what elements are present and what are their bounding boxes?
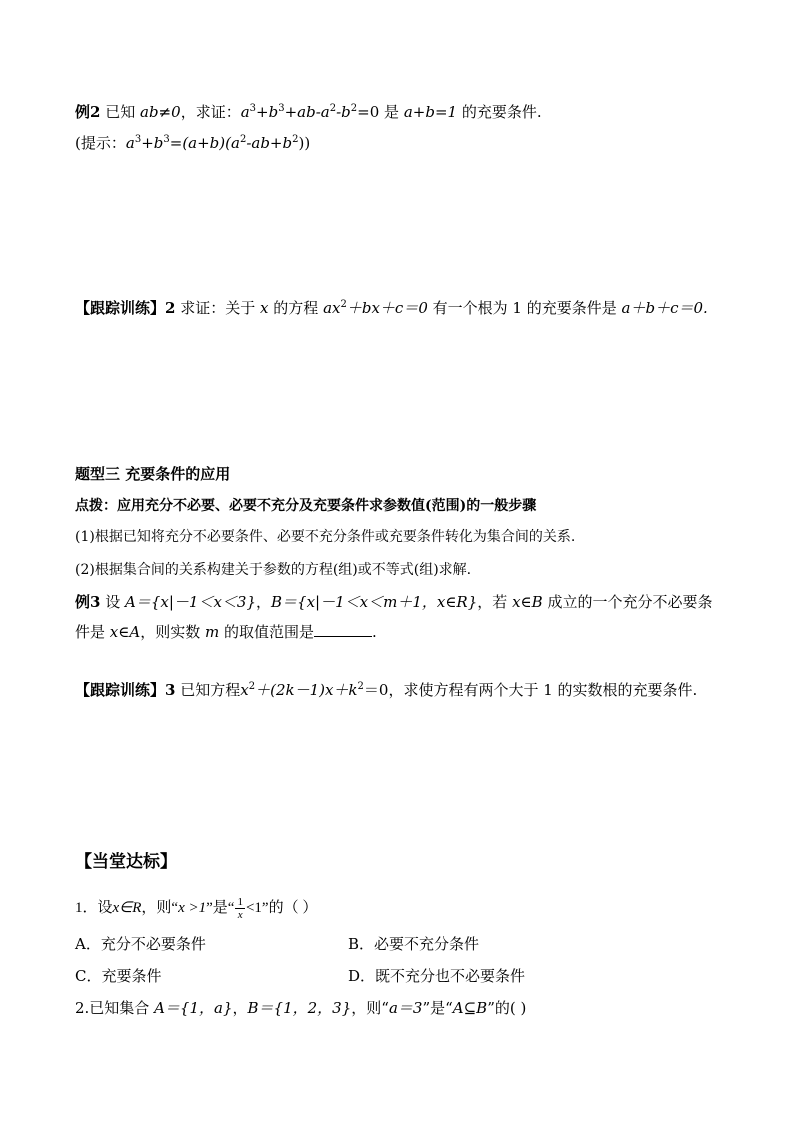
set-b: B＝{x|－1＜x＜m＋1，x∈R} xyxy=(271,593,478,611)
fraction-one-over-x: $\frac{1}{x}$ xyxy=(237,896,243,921)
drill-heading: 【当堂达标】 xyxy=(75,852,177,872)
question-1: 1．设x∈R，则“x >1”是“ $\frac{1}{x}$ <1”的（ ） xyxy=(75,896,318,921)
set-a: A＝{x|－1＜x＜3} xyxy=(125,593,256,611)
tip-label: 点拨： xyxy=(75,498,117,514)
question-1-option-c[interactable]: C．充要条件 xyxy=(75,967,162,985)
example-3-label: 例3 xyxy=(75,593,101,611)
example-2-target: a+b=1 xyxy=(403,103,458,121)
example-3-line-1: 例3 设 A＝{x|－1＜x＜3}，B＝{x|－1＜x＜m＋1，x∈R}，若 x∈B 成立的一个充分不必要条 xyxy=(75,593,713,611)
example-2-condition: ab≠0 xyxy=(140,103,181,121)
tip-step-2: (2)根据集合间的关系构建关于参数的方程(组)或不等式(组)求解. xyxy=(75,562,472,578)
tip-step-1: (1)根据已知将充分不必要条件、必要不充分条件或充要条件转化为集合间的关系. xyxy=(75,529,576,545)
tip xyxy=(75,496,536,516)
example-2: 例2 已知 ab≠0，求证：$a^3+b^3+ab-a^2-b^2=0$ 是 a+b=1 的充要条件. xyxy=(75,103,542,121)
training-3-label: 【跟踪训练】3 xyxy=(75,681,176,699)
tip-text: 应用充分不必要、必要不充分及充要条件求参数值(范围)的一般步骤 xyxy=(117,498,537,514)
section-title-type-3: 题型三 充要条件的应用 xyxy=(75,465,231,483)
question-1-option-d[interactable]: D．既不充分也不必要条件 xyxy=(348,967,526,985)
answer-blank[interactable] xyxy=(314,622,372,637)
training-2: 【跟踪训练】2 求证：关于 x 的方程 $ax^2+bx+c=0$ 有一个根为 1 的充要条件是 a＋b＋c＝0. xyxy=(75,299,708,317)
question-2: 2.已知集合 A＝{1，a}，B＝{1，2，3}，则“a＝3”是“A⊆B”的( ) xyxy=(75,999,527,1017)
training-3: 【跟踪训练】3 已知方程$x^2+(2k-1)x+k^2=0$，求使方程有两个大于 1 的实数根的充要条件. xyxy=(75,681,698,699)
question-1-option-a[interactable]: A．充分不必要条件 xyxy=(75,935,206,953)
example-2-label: 例2 xyxy=(75,103,101,121)
training-2-label: 【跟踪训练】2 xyxy=(75,299,176,317)
example-2-hint: (提示：$a^3+b^3=(a+b)(a^2-ab+b^2)$) xyxy=(75,134,311,152)
question-1-option-b[interactable]: B．必要不充分条件 xyxy=(348,935,480,953)
example-3-line-2: 件是 x∈A，则实数 m 的取值范围是 . xyxy=(75,623,377,641)
